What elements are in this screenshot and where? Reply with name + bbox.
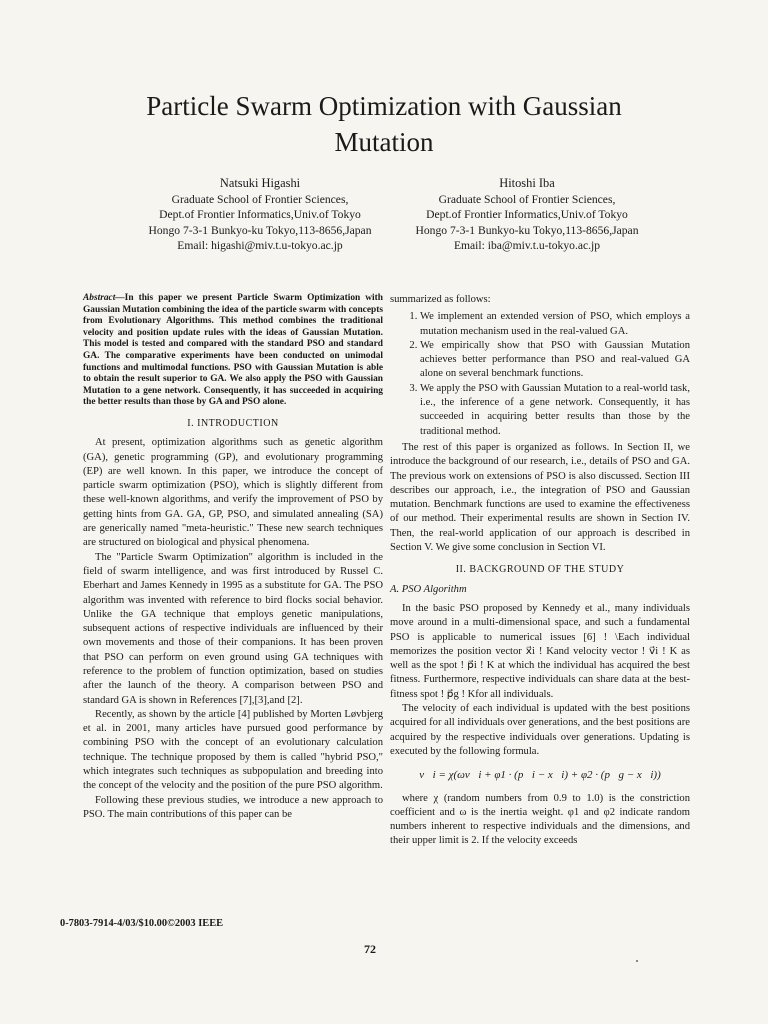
pso-paragraph-1: In the basic PSO proposed by Kennedy et al., many individuals move around in a multi-dimensional space, and such a fundamental PSO is applicable to numerical issues [6] ! \Each individual memorizes the position vector x⃗i ! Kand velocity vector ! v⃗i ! K as well as the spot ! p⃗i ! K at which the individual has acquired the best fitness. Furthermore, respective individuals can share data at the best-fitness spot ! p⃗g ! Kfor all individuals. bbox=[390, 602, 690, 700]
author-affiliation: Graduate School of Frontier Sciences, bbox=[438, 192, 616, 206]
contribution-item: 2. We empirically show that PSO with Gaussian Mutation achieves better performance than PSO and real-valued GA alone on several benchmark functions. bbox=[420, 339, 690, 382]
title-line-2: Mutation bbox=[334, 127, 434, 157]
author-email: Email: higashi@miv.t.u-tokyo.ac.jp bbox=[177, 239, 343, 253]
author-email: Email: iba@miv.t.u-tokyo.ac.jp bbox=[453, 239, 601, 253]
author-department: Dept.of Frontier Informatics,Univ.of Tokyo bbox=[426, 208, 628, 222]
page-number: 72 bbox=[364, 942, 376, 956]
author-block-2 bbox=[367, 176, 687, 254]
author-name: Hitoshi Iba bbox=[499, 176, 555, 190]
scan-speck bbox=[636, 960, 638, 962]
velocity-formula: v⃗i = χ(ωv⃗i + φ1 · (p⃗i − x⃗i) + φ2 · (p⃗g − x⃗i)) bbox=[419, 769, 661, 782]
paper-title bbox=[0, 88, 768, 160]
copyright-notice: 0-7803-7914-4/03/$10.00©2003 IEEE bbox=[60, 918, 224, 929]
title-line-1: Particle Swarm Optimization with Gaussian bbox=[146, 91, 622, 121]
section-heading-background: II. BACKGROUND OF THE STUDY bbox=[455, 564, 625, 576]
formula-explanation: where χ (random numbers from 0.9 to 1.0) is the constriction coefficient and ω is the inertia weight. φ1 and φ2 indicate random numbers inherent to respective individuals and the dimensions, and their upper limit is 2. If the velocity exceeds bbox=[390, 792, 690, 847]
author-address: Hongo 7-3-1 Bunkyo-ku Tokyo,113-8656,Japan bbox=[415, 223, 639, 237]
author-affiliation: Graduate School of Frontier Sciences, bbox=[171, 192, 349, 206]
contribution-item: 1. We implement an extended version of PSO, which employs a mutation mechanism used in the real-valued GA. bbox=[420, 310, 690, 339]
section-heading-introduction: I. INTRODUCTION bbox=[187, 417, 279, 429]
left-column bbox=[83, 293, 383, 822]
abstract bbox=[83, 293, 383, 409]
author-name: Natsuki Higashi bbox=[219, 176, 301, 190]
author-department: Dept.of Frontier Informatics,Univ.of Tokyo bbox=[159, 208, 361, 222]
intro-paragraph-4: Following these previous studies, we introduce a new approach to PSO. The main contributions of this paper can be bbox=[83, 794, 383, 820]
abstract-label: Abstract— bbox=[83, 293, 125, 303]
contributions-intro: summarized as follows: bbox=[390, 294, 491, 305]
abstract-text: In this paper we present Particle Swarm Optimization with Gaussian Mutation combining the idea of the particle swarm with concepts from Evolutionary Algorithms. This method combines the traditional velocity and position update rules with the ideas of Gaussian Mutation. This model is tested and compared with the standard PSO and standard GA. The comparative experiments have been conducted on unimodal functions and multimodal functions. PSO with Gaussian Mutation is able to obtain the result superior to GA. We also apply the PSO with Gaussian Mutation to a gene network. Consequently, it has succeeded in acquiring the better results than those by GA and PSO alone. bbox=[83, 293, 383, 408]
right-column bbox=[390, 293, 690, 849]
intro-paragraph-3: Recently, as shown by the article [4] published by Morten Løvbjerg et al. in 2001, many articles have pursued good performance by combining PSO with the concept of an evolutionary calculation technique. The technique proposed by them is called "hybrid PSO," which integrates such techniques as subpopulation and breeding into the concept of the velocity and the position of the pure PSO algorithm. bbox=[83, 708, 383, 792]
contributions-list bbox=[390, 310, 690, 439]
organization-paragraph: The rest of this paper is organized as follows. In Section II, we introduce the background of our research, i.e., details of PSO and GA. The previous work on extensions of PSO is also discussed. Section III describes our approach, i.e., the integration of PSO and Gaussian mutation. Benchmark functions are used to examine the effectiveness of our method. Their experimental results are shown in Section IV. Then, the real-world application of our approach is described in Section V. We give some conclusion in Section VI. bbox=[390, 441, 690, 554]
pso-paragraph-2: The velocity of each individual is updated with the best positions acquired for all individuals over generations, and the best positions are acquired by the respective individuals over generations. Updating is executed by the following formula. bbox=[390, 703, 690, 757]
intro-paragraph-1: At present, optimization algorithms such as genetic algorithm (GA), genetic programming (GP), and evolutionary programming (EP) are well known. In this paper, we introduce the concept of particle swarm optimization (PSO), which is slightly different from these well-known algorithms, and verify the improvement of PSO by getting hints from GA. GA, GP, PSO, and simulated annealing (SA) are generically named "meta-heuristic." These new search techniques are structured on biological and physical phenomena. bbox=[83, 437, 383, 549]
intro-paragraph-2: The "Particle Swarm Optimization" algorithm is included in the field of swarm intelligence, and was first introduced by Russel C. Eberhart and James Kennedy in 1995 as a substitute for GA. The PSO algorithm was invented with reference to bird flocks social behavior. Unlike the GA technique that employs genetic manipulations, subsequent actions of respective individuals are influenced by their own movements and those of their companions. It has been proven that PSO can perform on even ground using GA techniques with reference to the problem of function optimization, based on studies after the launch of the theory. A comparison between PSO and standard GA is shown in References [7],[3],and [2]. bbox=[83, 551, 383, 706]
author-address: Hongo 7-3-1 Bunkyo-ku Tokyo,113-8656,Japan bbox=[148, 223, 372, 237]
contribution-item: 3. We apply the PSO with Gaussian Mutation to a real-world task, i.e., the inference of a gene network. Consequently, it has succeeded in acquiring better results than those by the traditional method. bbox=[420, 382, 690, 439]
subsection-heading-pso: A. PSO Algorithm bbox=[390, 583, 467, 595]
